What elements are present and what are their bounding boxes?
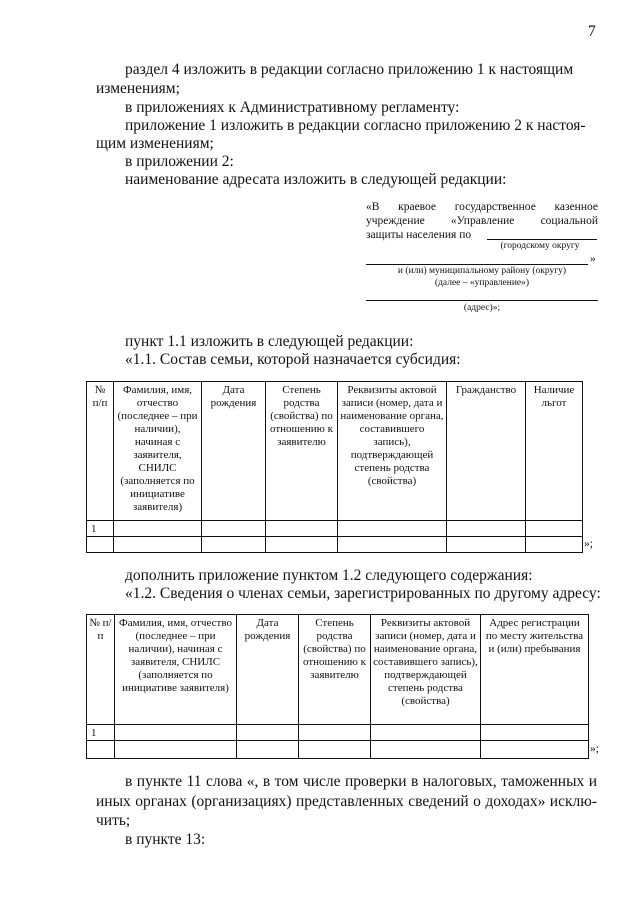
table-2-end-mark: »; bbox=[590, 743, 599, 755]
table-cell bbox=[202, 537, 266, 553]
header-full-name: Фамилия, имя, отчество (последнее – при наличии), начиная с заявителя, СНИЛС (заполняется по инициативе заявителя) bbox=[115, 615, 237, 725]
table-cell bbox=[87, 741, 115, 759]
header-full-name: Фамилия, имя, отчество (последнее – при наличии), начиная с заявителя, СНИЛС (заполняется по инициативе заявителя) bbox=[114, 382, 202, 521]
paragraph-appendix-1: приложение 1 изложить в редакции согласно приложению 2 к настоя- bbox=[125, 117, 586, 134]
table-cell bbox=[87, 537, 114, 553]
table-1-end-mark: »; bbox=[584, 538, 593, 550]
addressee-line-1: «В краевое государственное казенное bbox=[366, 201, 598, 213]
table-cell bbox=[447, 537, 526, 553]
header-kinship: Степень родства (свойства) по отношению к заявителю bbox=[266, 382, 338, 521]
table-cell bbox=[447, 521, 526, 537]
hint-hereinafter: (далее – «управление») bbox=[434, 278, 530, 288]
table-header-row bbox=[87, 615, 589, 725]
table-cell bbox=[481, 725, 589, 741]
hint-city-district: (городскому округу bbox=[500, 241, 580, 251]
paragraph-item-11: в пункте 11 слова «, в том числе проверки в налоговых, таможенных и bbox=[125, 773, 597, 790]
fill-line-address bbox=[366, 300, 598, 301]
paragraph-appendix-1-cont: щим изменениям; bbox=[96, 135, 214, 152]
table-cell bbox=[338, 521, 447, 537]
header-number: № п/п bbox=[87, 615, 115, 725]
table-row bbox=[87, 741, 589, 759]
table-cell bbox=[115, 725, 237, 741]
header-kinship: Степень родства (свойства) по отношению к заявителю bbox=[299, 615, 371, 725]
table-header-row bbox=[87, 382, 583, 521]
table-cell bbox=[299, 741, 371, 759]
header-registration-address: Адрес регистрации по месту жительства и (или) пребывания bbox=[481, 615, 589, 725]
paragraph-section-4-cont: изменениям; bbox=[96, 80, 180, 97]
header-benefits: Наличие льгот bbox=[526, 382, 583, 521]
table-cell bbox=[114, 521, 202, 537]
section-1-intro: пункт 1.1 изложить в следующей редакции: bbox=[125, 333, 414, 350]
section-1-title: «1.1. Состав семьи, которой назначается субсидия: bbox=[125, 351, 461, 368]
hint-municipal-district: и (или) муниципальному району (округу) bbox=[397, 266, 567, 276]
table-row bbox=[87, 537, 583, 553]
paragraph-section-4: раздел 4 изложить в редакции согласно приложению 1 к настоящим bbox=[125, 61, 574, 78]
table-cell bbox=[526, 537, 583, 553]
table-cell bbox=[237, 741, 299, 759]
addressee-line-3: защиты населения по bbox=[366, 229, 472, 241]
table-cell bbox=[202, 521, 266, 537]
table-cell bbox=[237, 725, 299, 741]
table-cell bbox=[266, 537, 338, 553]
table-cell bbox=[481, 741, 589, 759]
table-cell bbox=[371, 725, 481, 741]
paragraph-item-13: в пункте 13: bbox=[125, 831, 206, 848]
paragraph-appendices: в приложениях к Административному регламенту: bbox=[125, 99, 460, 116]
table-cell bbox=[299, 725, 371, 741]
table-row bbox=[87, 521, 583, 537]
header-civil-record: Реквизиты актовой записи (номер, дата и наименование органа, составившего запись), подтверждающей степень родства (свойства) bbox=[371, 615, 481, 725]
other-address-members-table bbox=[86, 614, 589, 759]
addressee-line-2: учреждение «Управление социальной bbox=[366, 215, 598, 227]
header-number: № п/п bbox=[87, 382, 114, 521]
hint-address: (адрес)»; bbox=[463, 303, 501, 313]
paragraph-item-11-end: чить; bbox=[96, 812, 131, 829]
header-citizenship: Гражданство bbox=[447, 382, 526, 521]
paragraph-item-11-cont: иных органах (организациях) представленных сведений о доходах» исклю- bbox=[96, 793, 597, 810]
paragraph-addressee-name: наименование адресата изложить в следующей редакции: bbox=[125, 171, 507, 188]
section-2-title: «1.2. Сведения о членах семьи, зарегистрированных по другому адресу: bbox=[125, 585, 601, 602]
row-number: 1 bbox=[87, 725, 115, 741]
addressee-close-quote: » bbox=[590, 253, 596, 265]
section-2-intro: дополнить приложение пунктом 1.2 следующего содержания: bbox=[125, 567, 533, 584]
page-number: 7 bbox=[588, 23, 596, 40]
table-cell bbox=[338, 537, 447, 553]
header-civil-record: Реквизиты актовой записи (номер, дата и наименование органа, составившего запись), подтверждающей степень родства (свойства) bbox=[338, 382, 447, 521]
table-cell bbox=[266, 521, 338, 537]
paragraph-appendix-2: в приложении 2: bbox=[125, 153, 234, 170]
header-birth-date: Дата рождения bbox=[237, 615, 299, 725]
table-cell bbox=[114, 537, 202, 553]
row-number: 1 bbox=[87, 521, 114, 537]
table-row bbox=[87, 725, 589, 741]
table-cell bbox=[371, 741, 481, 759]
table-cell bbox=[526, 521, 583, 537]
header-birth-date: Дата рождения bbox=[202, 382, 266, 521]
table-cell bbox=[115, 741, 237, 759]
family-composition-table bbox=[86, 381, 583, 553]
